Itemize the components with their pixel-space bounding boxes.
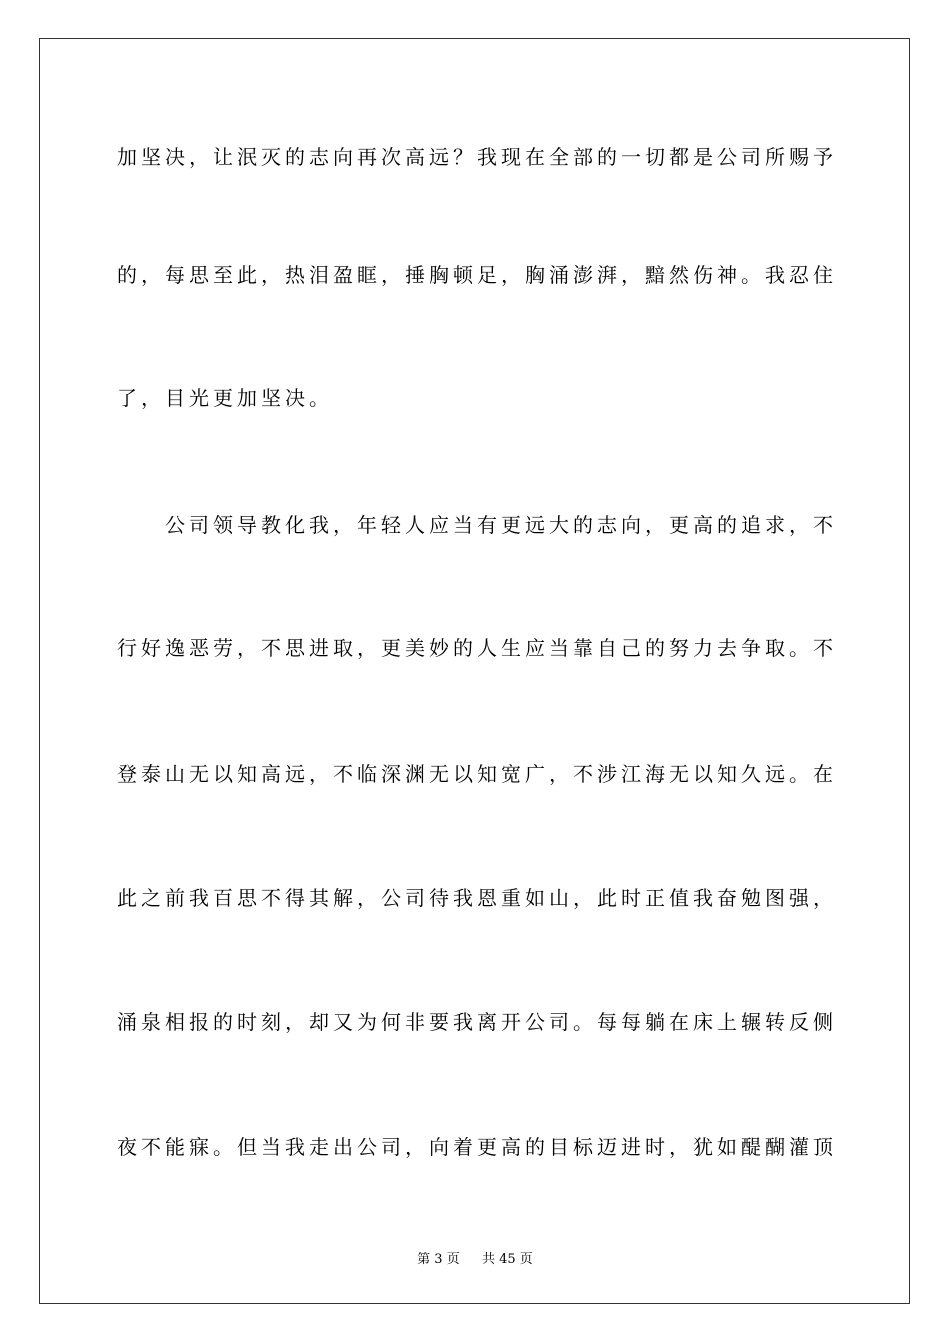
- page-frame: [39, 38, 910, 1304]
- body-line-3: 了，目光更加坚决。: [117, 386, 333, 410]
- page-number: 第 3 页: [417, 1252, 460, 1267]
- body-line-8: 涌泉相报的时刻，却又为何非要我离开公司。每每躺在床上辗转反侧: [117, 1010, 837, 1034]
- body-line-1: 加坚决，让泯灭的志向再次高远？我现在全部的一切都是公司所赐予: [117, 145, 837, 169]
- body-line-4: 公司领导教化我，年轻人应当有更远大的志向，更高的追求，不: [117, 513, 837, 537]
- page-total: 共 45 页: [482, 1252, 533, 1267]
- page-footer: [0, 1248, 950, 1267]
- body-line-5: 行好逸恶劳，不思进取，更美妙的人生应当靠自己的努力去争取。不: [117, 636, 837, 660]
- body-line-9: 夜不能寐。但当我走出公司，向着更高的目标迈进时，犹如醍醐灌顶: [117, 1135, 837, 1159]
- body-line-2: 的，每思至此，热泪盈眶，捶胸顿足，胸涌澎湃，黯然伤神。我忍住: [117, 263, 837, 287]
- body-line-6: 登泰山无以知高远，不临深渊无以知宽广，不涉江海无以知久远。在: [117, 762, 837, 786]
- body-line-7: 此之前我百思不得其解，公司待我恩重如山，此时正值我奋勉图强，: [117, 886, 837, 910]
